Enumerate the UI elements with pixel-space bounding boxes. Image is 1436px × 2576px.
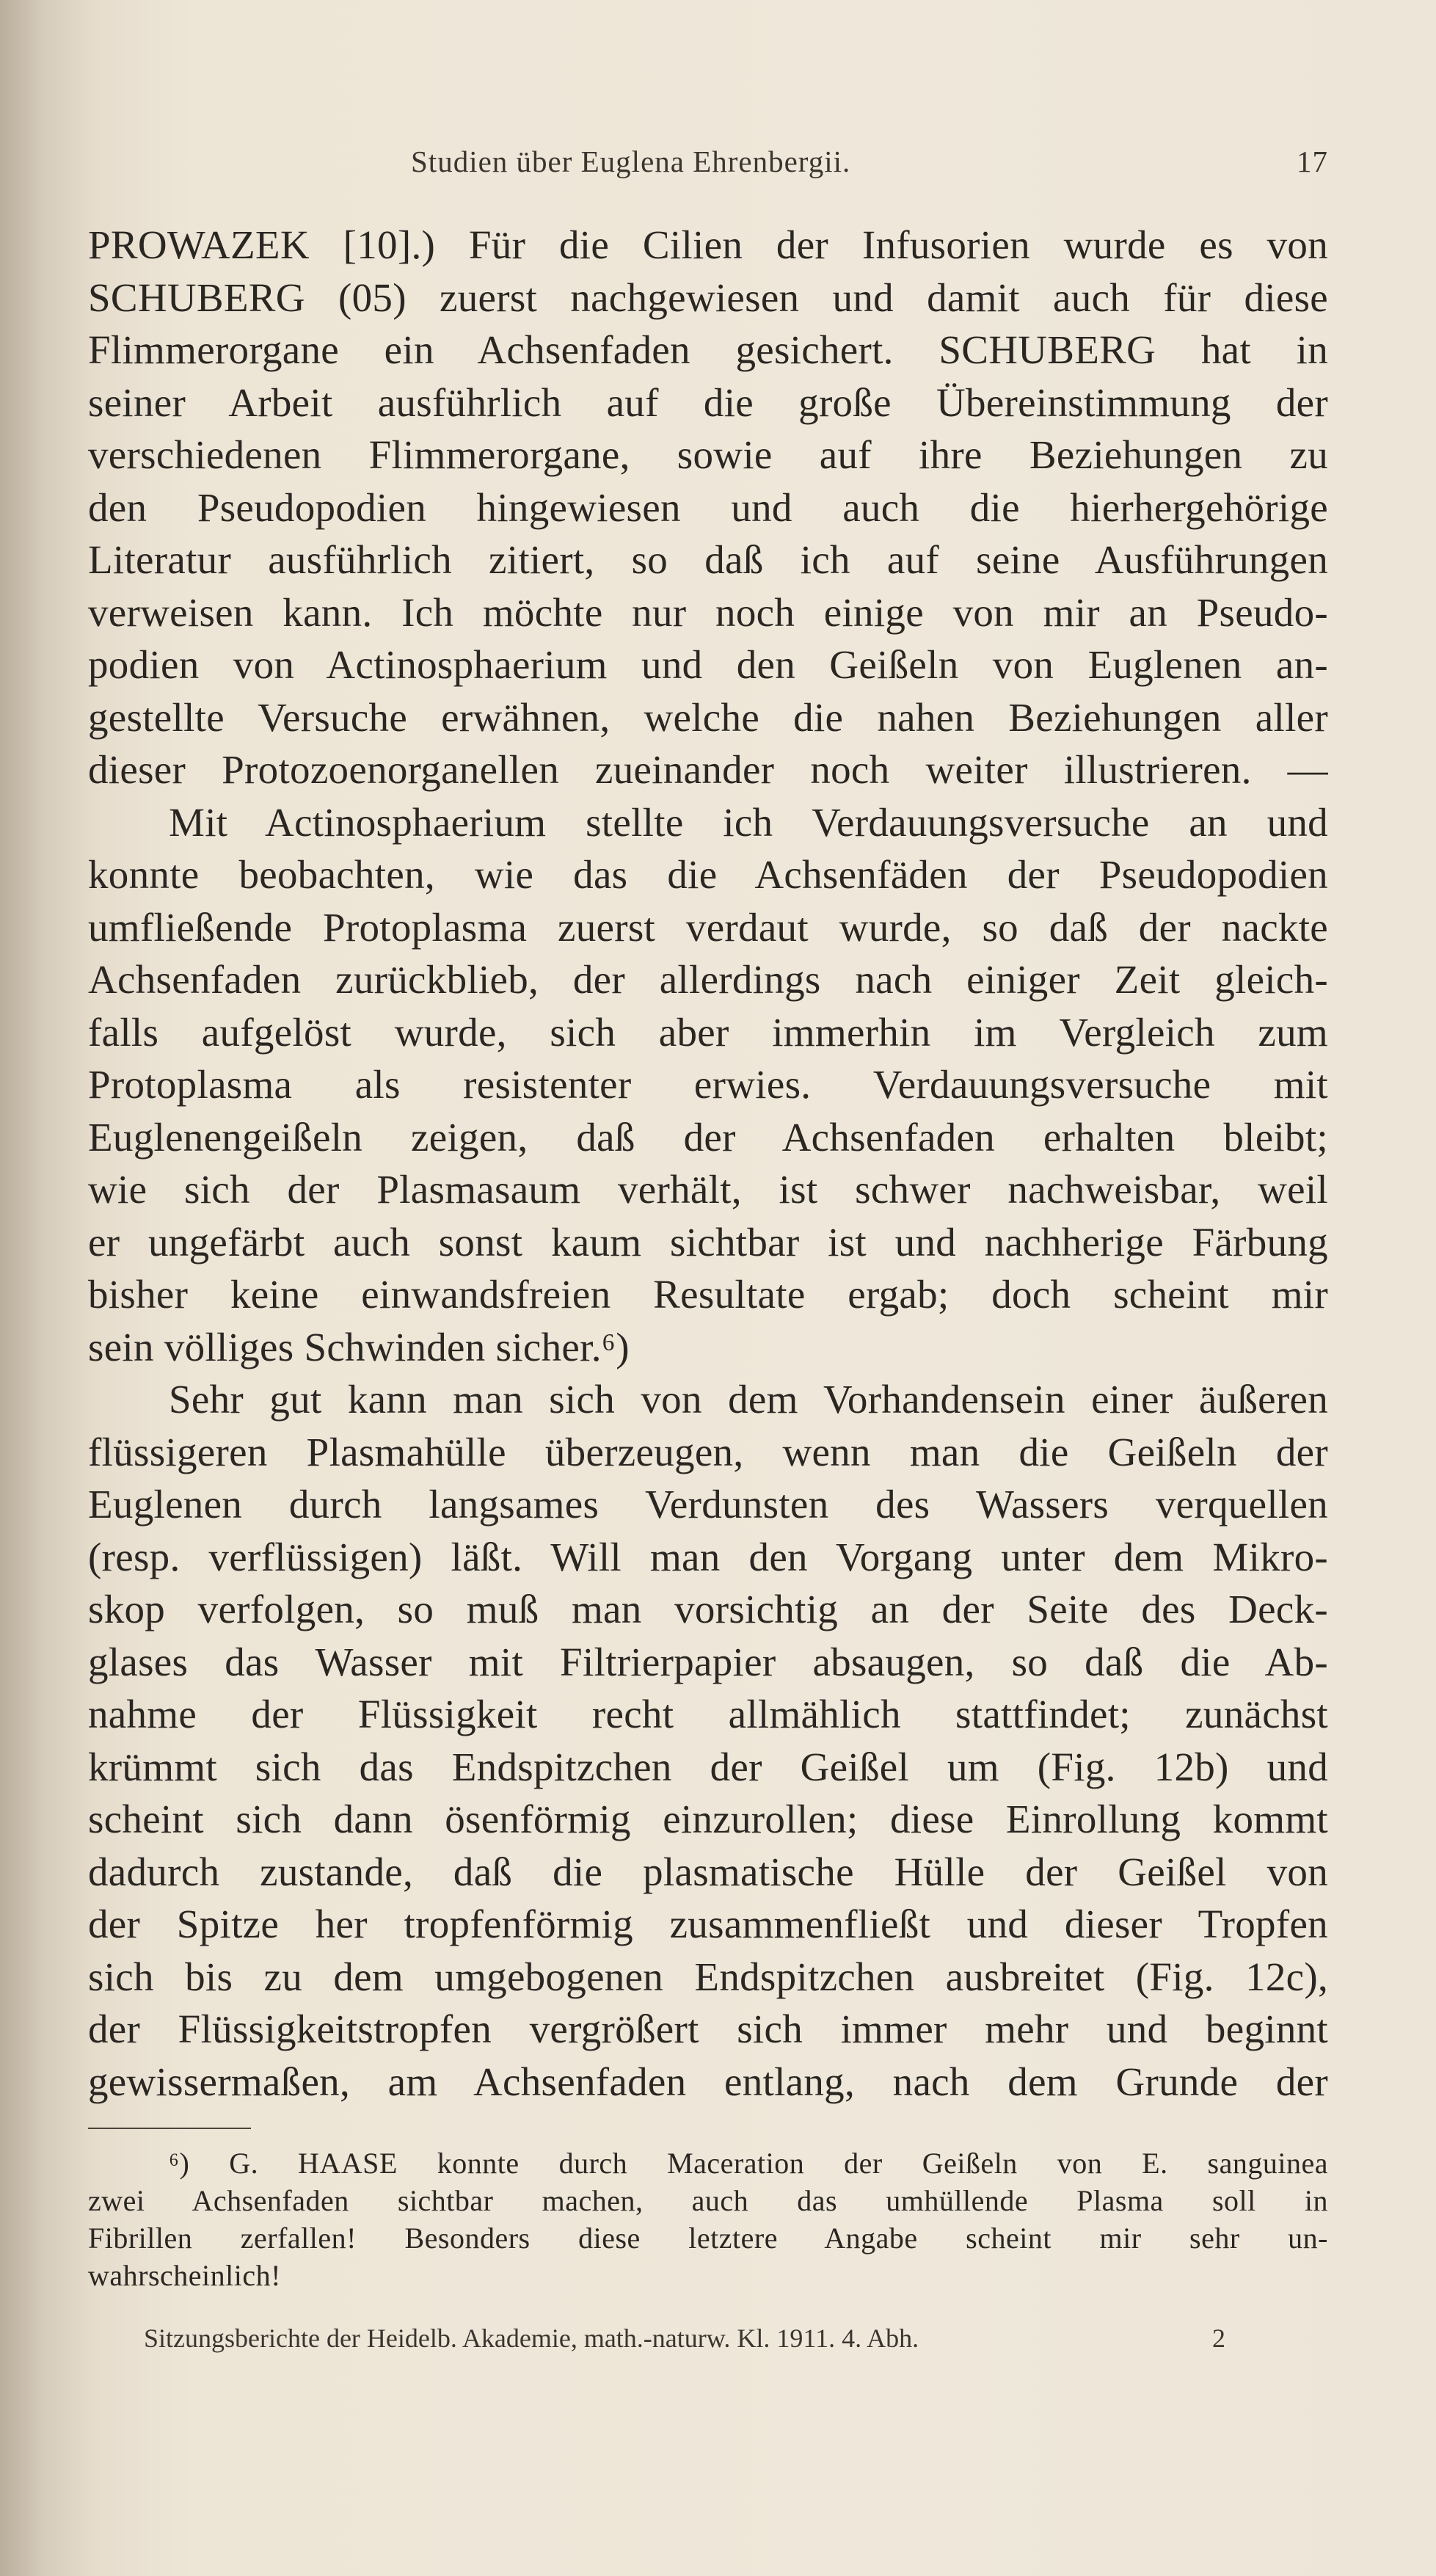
text-line: Flimmerorgane ein Achsenfaden gesichert. SCHUBERG hat in: [88, 327, 1328, 372]
text-line: krümmt sich das Endspitzchen der Geißel um (Fig. 12b) und: [88, 1744, 1328, 1789]
text-line: er ungefärbt auch sonst kaum sichtbar ist und nachherige Färbung: [88, 1219, 1328, 1265]
text-line: glases das Wasser mit Filtrierpapier absaugen, so daß die Ab-: [88, 1639, 1328, 1684]
text-line: verschiedenen Flimmerorgane, sowie auf ihre Beziehungen zu: [88, 432, 1328, 477]
running-head: [88, 144, 1328, 188]
text-line: dieser Protozoenorganellen zueinander noch weiter illustrieren. —: [88, 747, 1328, 792]
text-line: skop verfolgen, so muß man vorsichtig an der Seite des Deck-: [88, 1587, 1328, 1631]
text-line: flüssigeren Plasmahülle überzeugen, wenn man die Geißeln der: [88, 1429, 1328, 1474]
text-line: dadurch zustande, daß die plasmatische Hülle der Geißel von: [88, 1849, 1328, 1894]
text-line: podien von Actinosphaerium und den Geißeln von Euglenen an-: [88, 642, 1328, 687]
text-line: den Pseudopodien hingewiesen und auch die hierhergehörige: [88, 484, 1328, 530]
footnote: [88, 2144, 1328, 2294]
text-line: bisher keine einwandsfreien Resultate ergab; doch scheint mir: [88, 1272, 1328, 1317]
sheet-signature-mark: 2: [1212, 2324, 1225, 2353]
footnote-line: Fibrillen zerfallen! Besonders diese letztere Angabe scheint mir sehr un-: [88, 2222, 1328, 2255]
text-line: sein völliges Schwinden sicher.⁶): [88, 1324, 630, 1369]
text-line: der Flüssigkeitstropfen vergrößert sich immer mehr und beginnt: [88, 2006, 1328, 2051]
text-line: Euglenengeißeln zeigen, daß der Achsenfaden erhalten bleibt;: [88, 1114, 1328, 1160]
text-line: wie sich der Plasmasaum verhält, ist schwer nachweisbar, weil: [88, 1167, 1328, 1212]
text-line: scheint sich dann ösenförmig einzurollen; diese Einrollung kommt: [88, 1797, 1328, 1841]
text-line: falls aufgelöst wurde, sich aber immerhin im Vergleich zum: [88, 1009, 1328, 1055]
text-line: (resp. verflüssigen) läßt. Will man den Vorgang unter dem Mikro-: [88, 1534, 1328, 1579]
footnote-line: zwei Achsenfaden sichtbar machen, auch das umhüllende Plasma soll in: [88, 2184, 1328, 2217]
text-line: umfließende Protoplasma zuerst verdaut wurde, so daß der nackte: [88, 904, 1328, 950]
body-text: [88, 219, 1328, 2108]
text-line: sich bis zu dem umgebogenen Endspitzchen ausbreitet (Fig. 12c),: [88, 1954, 1328, 1999]
text-line: Literatur ausführlich zitiert, so daß ich auf seine Ausführungen: [88, 537, 1328, 582]
text-line: gewissermaßen, am Achsenfaden entlang, nach dem Grunde der: [88, 2059, 1328, 2104]
text-line: Mit Actinosphaerium stellte ich Verdauungsversuche an und: [169, 799, 1328, 845]
text-line: der Spitze her tropfenförmig zusammenfließt und dieser Tropfen: [88, 1902, 1328, 1946]
text-line: konnte beobachten, wie das die Achsenfäden der Pseudopodien: [88, 852, 1328, 897]
text-line: Protoplasma als resistenter erwies. Verdauungsversuche mit: [88, 1062, 1328, 1107]
signature-line: [88, 2323, 1328, 2359]
text-line: verweisen kann. Ich möchte nur noch einige von mir an Pseudo-: [88, 589, 1328, 635]
text-line: SCHUBERG (05) zuerst nachgewiesen und damit auch für diese: [88, 274, 1328, 320]
page-number: 17: [1297, 145, 1328, 178]
text-line: Euglenen durch langsames Verdunsten des Wassers verquellen: [88, 1482, 1328, 1527]
footnote-rule: [88, 2128, 251, 2129]
text-line: PROWAZEK [10].) Für die Cilien der Infusorien wurde es von: [88, 222, 1328, 267]
publication-signature: Sitzungsberichte der Heidelb. Akademie, math.-naturw. Kl. 1911. 4. Abh.: [144, 2324, 919, 2353]
text-line: nahme der Flüssigkeit recht allmählich stattfindet; zunächst: [88, 1692, 1328, 1736]
footnote-line: wahrscheinlich!: [88, 2259, 281, 2292]
footnote-line: ⁶) G. HAASE konnte durch Maceration der Geißeln von E. sanguinea: [169, 2147, 1328, 2180]
text-line: seiner Arbeit ausführlich auf die große Übereinstimmung der: [88, 379, 1328, 425]
text-line: gestellte Versuche erwähnen, welche die nahen Beziehungen aller: [88, 694, 1328, 740]
text-line: Sehr gut kann man sich von dem Vorhandensein einer äußeren: [169, 1377, 1328, 1422]
running-head-title: Studien über Euglena Ehrenbergii.: [411, 145, 851, 178]
text-line: Achsenfaden zurückblieb, der allerdings nach einiger Zeit gleich-: [88, 957, 1328, 1002]
